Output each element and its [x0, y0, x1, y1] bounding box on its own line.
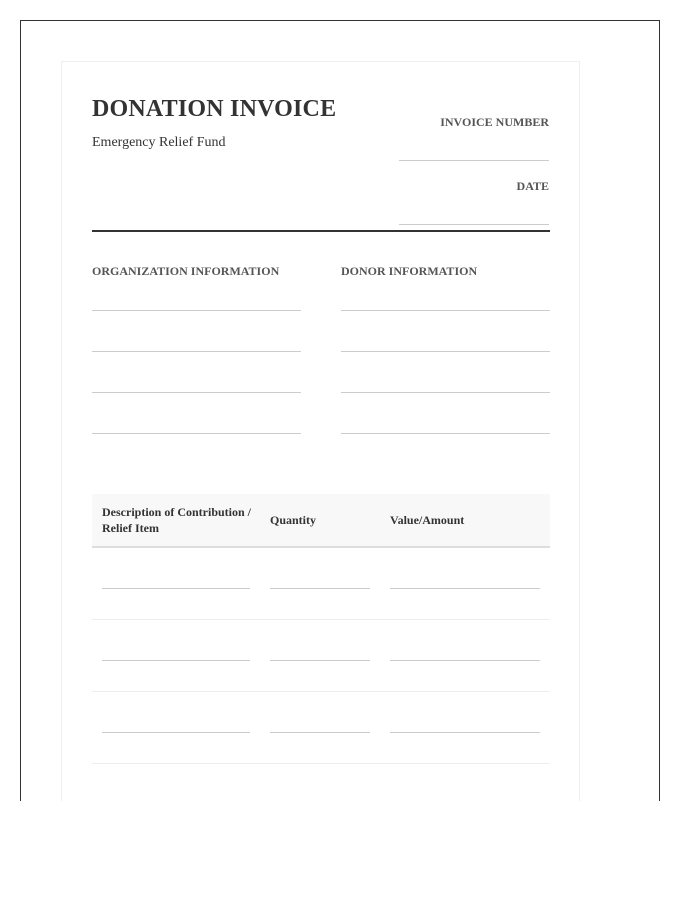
organization-field-2[interactable] — [92, 351, 301, 352]
invoice-sheet — [61, 61, 580, 801]
table-row — [92, 548, 550, 620]
organization-info-title: ORGANIZATION INFORMATION — [92, 264, 280, 278]
organization-field-3[interactable] — [92, 392, 301, 393]
invoice-subtitle: Emergency Relief Fund — [92, 135, 226, 150]
column-header-value: Value/Amount — [390, 513, 465, 527]
invoice-number-label: INVOICE NUMBER — [440, 115, 549, 129]
donor-field-1[interactable] — [341, 310, 550, 311]
organization-field-1[interactable] — [92, 310, 301, 311]
quantity-cell[interactable] — [270, 660, 370, 661]
contribution-table — [92, 494, 550, 764]
donor-field-4[interactable] — [341, 433, 550, 434]
value-cell[interactable] — [390, 732, 540, 733]
date-field[interactable] — [399, 224, 549, 225]
quantity-cell[interactable] — [270, 588, 370, 589]
table-row — [92, 692, 550, 764]
quantity-cell[interactable] — [270, 732, 370, 733]
donor-field-3[interactable] — [341, 392, 550, 393]
organization-field-4[interactable] — [92, 433, 301, 434]
donor-info-title: DONOR INFORMATION — [341, 264, 478, 278]
donor-field-2[interactable] — [341, 351, 550, 352]
date-label: DATE — [516, 179, 549, 193]
column-header-quantity: Quantity — [270, 513, 317, 527]
invoice-title: DONATION INVOICE — [92, 96, 337, 122]
table-row — [92, 620, 550, 692]
value-cell[interactable] — [390, 588, 540, 589]
value-cell[interactable] — [390, 660, 540, 661]
description-cell[interactable] — [102, 732, 250, 733]
invoice-number-field[interactable] — [399, 160, 549, 161]
table-header — [92, 494, 550, 548]
description-cell[interactable] — [102, 588, 250, 589]
column-header-description: Description of Contribution / Relief Item — [102, 505, 252, 535]
description-cell[interactable] — [102, 660, 250, 661]
header-divider — [92, 230, 550, 232]
